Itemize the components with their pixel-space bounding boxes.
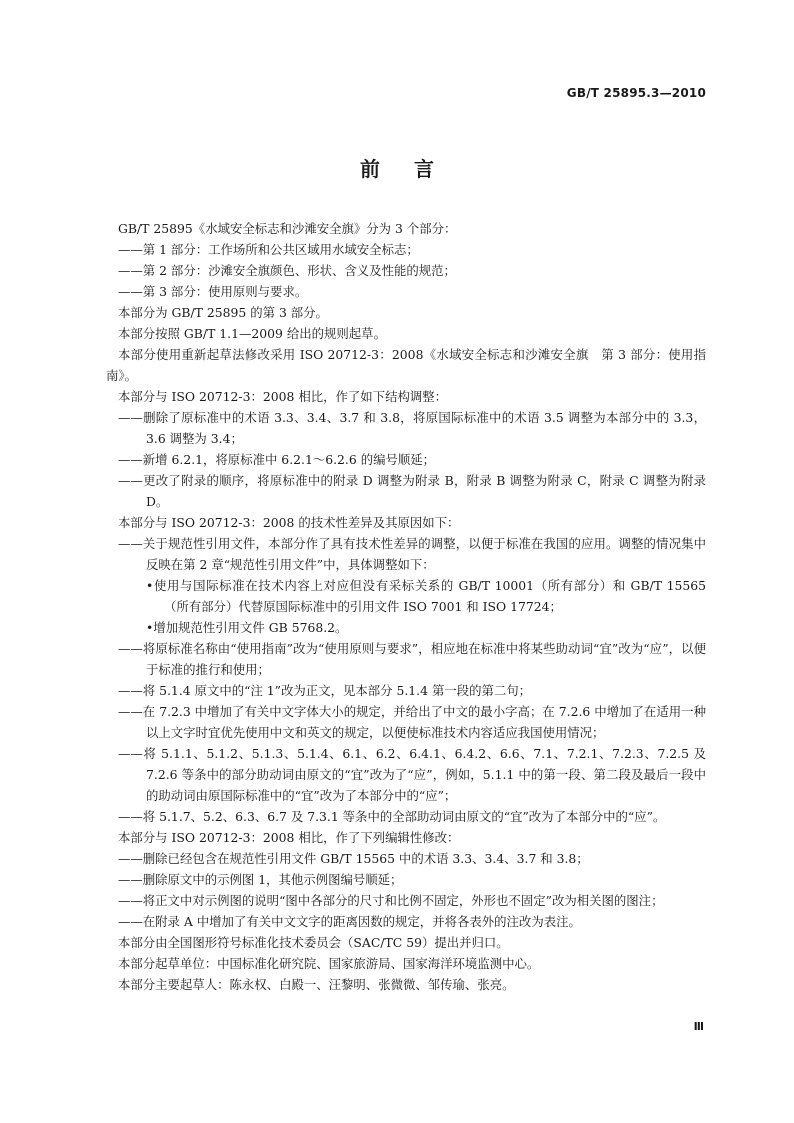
list-item: ——删除原文中的示例图 1，其他示例图编号顺延；	[118, 872, 403, 887]
paragraph: 本部分主要起草人：陈永权、白殿一、汪黎明、张微微、邹传瑜、张亮。	[118, 977, 515, 992]
standard-number: GB/T 25895.3—2010	[566, 86, 706, 100]
paragraph: 本部分为 GB/T 25895 的第 3 部分。	[118, 305, 328, 320]
bullet-item: •增加规范性引用文件 GB 5768.2。	[146, 620, 348, 635]
paragraph: 本部分与 ISO 20712-3：2008 的技术性差异及其原因如下：	[118, 515, 460, 530]
list-item: ——关于规范性引用文件，本部分作了具有技术性差异的调整，以便于标准在我国的应用。调整的情况集中反映在第 2 章“规范性引用文件”中，具体调整如下：	[118, 536, 706, 572]
list-item: ——在 7.2.3 中增加了有关中文字体大小的规定，并给出了中文的最小字高；在 7.2.6 中增加了在适用一种以上文字时宜优先使用中文和英文的规定，以便使标准技术内容适应我国使用情况；	[118, 704, 706, 740]
bullet-item: •使用与国际标准在技术内容上对应但没有采标关系的 GB/T 10001（所有部分）和 GB/T 15565（所有部分）代替原国际标准中的引用文件 ISO 7001 和 ISO 17724；	[146, 578, 706, 614]
list-item: ——将 5.1.4 原文中的“注 1”改为正文，见本部分 5.1.4 第一段的第二句；	[118, 683, 532, 698]
list-item: ——第 2 部分：沙滩安全旗颜色、形状、含义及性能的规范；	[118, 263, 456, 278]
list-item: ——在附录 A 中增加了有关中文文字的距离因数的规定，并将各表外的注改为表注。	[118, 914, 581, 929]
paragraph: 本部分使用重新起草法修改采用 ISO 20712-3：2008《水域安全标志和沙滩安全旗 第 3 部分：使用指南》。	[106, 347, 706, 383]
list-item: ——第 3 部分：使用原则与要求。	[118, 284, 308, 299]
list-item: ——删除已经包含在规范性引用文件 GB/T 15565 中的术语 3.3、3.4、3.7 和 3.8；	[118, 851, 589, 866]
list-item: ——删除了原标准中的术语 3.3、3.4、3.7 和 3.8，将原国际标准中的术语 3.5 调整为本部分中的 3.3，3.6 调整为 3.4；	[118, 410, 706, 446]
page-title: 前言	[360, 157, 468, 181]
list-item: ——将 5.1.1、5.1.2、5.1.3、5.1.4、6.1、6.2、6.4.1、6.4.2、6.6、7.1、7.2.1、7.2.3、7.2.5 及 7.2.6 等条中的部分助动词由原文的“宜”改为了“应”，例如，5.1.1 中的第一段、第二段及最后一段中的助动词由原国际标准中的“宜”改为了本部分中的“应”；	[118, 746, 706, 803]
paragraph: 本部分按照 GB/T 1.1—2009 给出的规则起草。	[118, 326, 386, 341]
list-item: ——将 5.1.7、5.2、6.3、6.7 及 7.3.1 等条中的全部助动词由原文的“宜”改为了本部分中的“应”。	[118, 809, 666, 824]
paragraph: 本部分由全国图形符号标准化技术委员会（SAC/TC 59）提出并归口。	[118, 935, 509, 950]
paragraph: 本部分与 ISO 20712-3：2008 相比，作了如下结构调整：	[118, 389, 448, 404]
paragraph: GB/T 25895《水域安全标志和沙滩安全旗》分为 3 个部分：	[118, 221, 457, 236]
page-number: Ⅲ	[693, 1020, 704, 1033]
paragraph: 本部分与 ISO 20712-3：2008 相比，作了下列编辑性修改：	[118, 830, 460, 845]
list-item: ——新增 6.2.1，将原标准中 6.2.1～6.2.6 的编号顺延；	[118, 452, 436, 467]
list-item: ——更改了附录的顺序，将原标准中的附录 D 调整为附录 B，附录 B 调整为附录 C，附录 C 调整为附录 D。	[118, 473, 706, 509]
preface-body	[106, 218, 706, 995]
list-item: ——将原标准名称由“使用指南”改为“使用原则与要求”，相应地在标准中将某些助动词“宜”改为“应”，以便于标准的推行和使用；	[118, 641, 706, 677]
list-item: ——将正文中对示例图的说明“图中各部分的尺寸和比例不固定，外形也不固定”改为相关图的图注；	[118, 893, 664, 908]
paragraph: 本部分起草单位：中国标准化研究院、国家旅游局、国家海洋环境监测中心。	[118, 956, 540, 971]
list-item: ——第 1 部分：工作场所和公共区域用水域安全标志；	[118, 242, 419, 257]
